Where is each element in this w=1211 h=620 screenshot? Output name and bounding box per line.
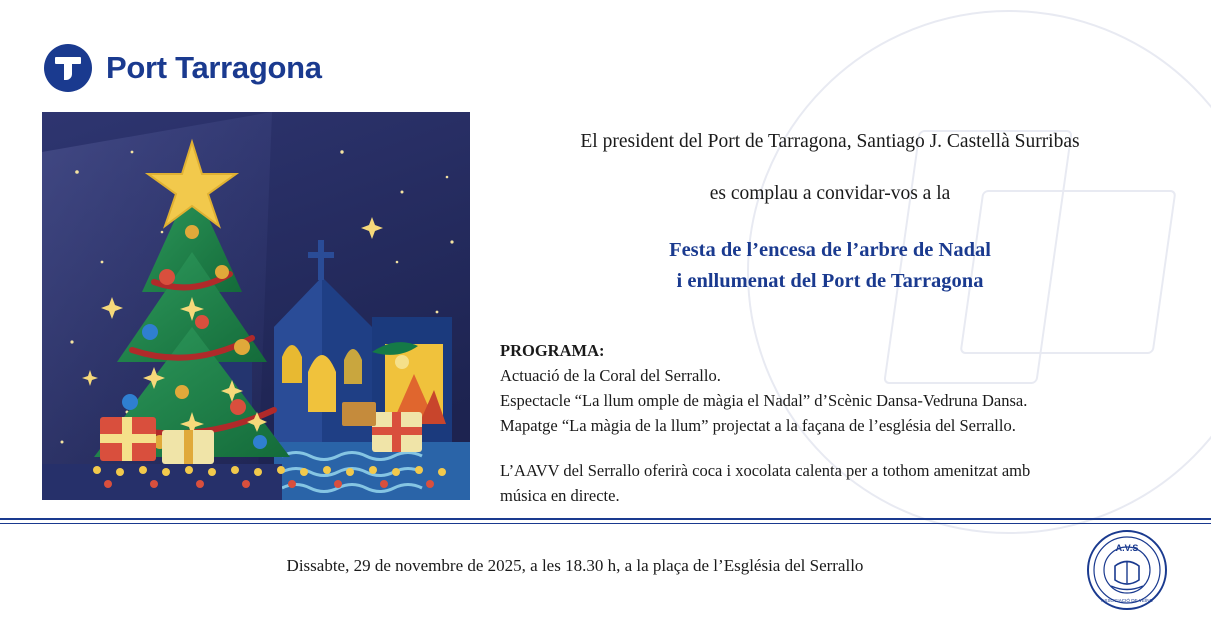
invitation-line-1: El president del Port de Tarragona, Santiago J. Castellà Surribas: [580, 131, 1080, 152]
avs-serrallo-seal-icon: [1085, 528, 1169, 612]
program-note-line-1: L’AAVV del Serrallo oferirà coca i xocolata calenta per a tothom amenitzat amb: [500, 461, 1031, 481]
program-item: Actuació de la Coral del Serrallo.: [500, 366, 721, 386]
event-title: [500, 235, 1160, 297]
port-tarragona-logo-icon: [44, 44, 92, 92]
event-title-line-1: Festa de l’encesa de l’arbre de Nadal: [669, 239, 991, 262]
program-item: Mapatge “La màgia de la llum” projectat a la façana de l’església del Serrallo.: [500, 416, 1016, 436]
invitation-text: [500, 128, 1160, 297]
svg-text:ASSOCIACIÓ DE VEÏNS: ASSOCIACIÓ DE VEÏNS: [1101, 598, 1153, 603]
program-note-line-2: música en directe.: [500, 486, 620, 506]
footer-divider: [0, 518, 1211, 520]
brand-name: Port Tarragona: [106, 50, 322, 85]
event-title-line-2: i enllumenat del Port de Tarragona: [676, 270, 984, 293]
program-heading: PROGRAMA:: [500, 341, 605, 360]
christmas-tree-night-scene-illustration: [42, 112, 470, 500]
program-item: Espectacle “La llum omple de màgia el Nadal” d’Scènic Dansa-Vedruna Dansa.: [500, 391, 1028, 411]
brand-logo: [44, 44, 322, 92]
event-details: Dissabte, 29 de novembre de 2025, a les 18.30 h, a la plaça de l’Església del Serrallo: [286, 556, 864, 575]
svg-text:A.V.S: A.V.S: [1115, 543, 1139, 553]
program-section: [500, 338, 1180, 508]
invitation-line-2: es complau a convidar-vos a la: [709, 183, 951, 205]
program-note: [500, 458, 1180, 508]
footer-divider-secondary: [0, 523, 1211, 524]
